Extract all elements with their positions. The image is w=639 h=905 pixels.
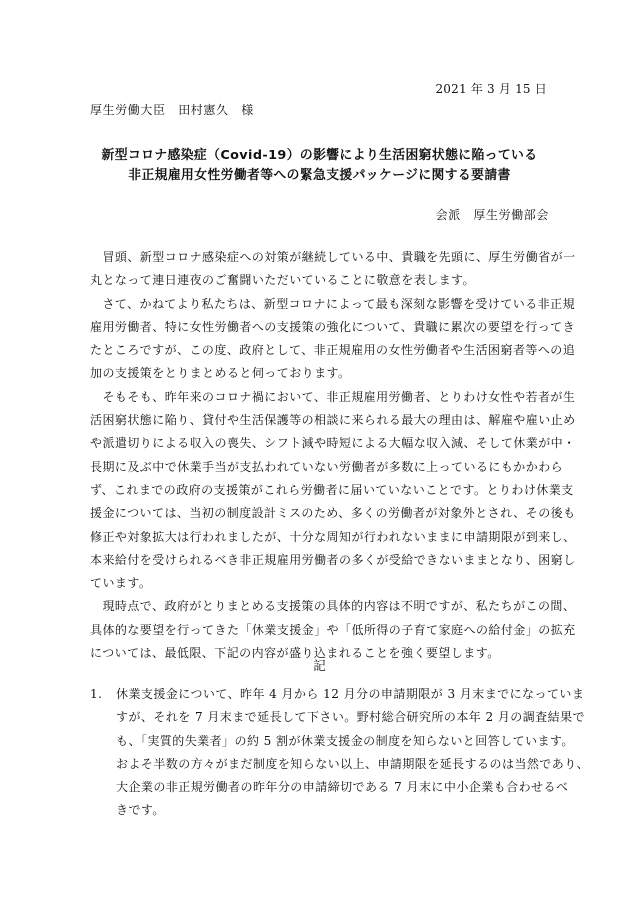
item-line: すが、それを 7 月末まで延長して下さい。野村総合研究所の本年 2 月の調査結果で — [116, 710, 585, 725]
ki-heading: 記 — [313, 658, 326, 673]
body-line: 現時点で、政府がとりまとめる支援策の具体的内容は不明ですが、私たちがこの間、 — [90, 599, 576, 614]
body-line: 雇用労働者、特に女性労働者への支援策の強化について、貴職に累次の要望を行ってき — [90, 319, 576, 334]
document-title — [0, 146, 639, 186]
body-line: 本来給付を受けられるべき非正規雇用労働者の多くが受給できないままとなり、困窮し — [90, 552, 576, 567]
body-line: さて、かねてより私たちは、新型コロナによって最も深刻な影響を受けている非正規 — [90, 296, 576, 311]
body-line: 援金については、当初の制度設計ミスのため、多くの労働者が対象外とされ、その後も — [90, 506, 576, 521]
body-line: たところですが、この度、政府として、非正規雇用の女性労働者や生活困窮者等への追 — [90, 343, 576, 358]
body-line: 加の支援策をとりまとめると伺っております。 — [90, 366, 351, 381]
item-line: 大企業の非正規労働者の昨年分の申請締切である 7 月末に中小企業も合わせるべ — [116, 780, 569, 795]
body-line: 活困窮状態に陥り、貸付や生活保護等の相談に来られる最大の理由は、解雇や雇い止め — [90, 413, 576, 428]
body-line: や派遣切りによる収入の喪失、シフト減や時短による大幅な収入減、そして休業が中・ — [90, 436, 576, 451]
body-line: 修正や対象拡大は行われましたが、十分な周知が行われないままに申請期限が到来し、 — [90, 529, 576, 544]
body-line: 丸となって連日連夜のご奮闘いただいていることに敬意を表します。 — [90, 273, 475, 288]
body-line: ず、これまでの政府の支援策がこれら労働者に届いていないことです。とりわけ休業支 — [90, 482, 574, 497]
addressee: 厚生労働大臣 田村憲久 様 — [90, 103, 254, 117]
body-line: については、最低限、下記の内容が盛り込まれることを強く要望します。 — [90, 646, 500, 661]
request-item — [90, 683, 590, 823]
title-line-2: 非正規雇用女性労働者等への緊急支援パッケージに関する要請書 — [128, 168, 511, 183]
item-text — [116, 683, 590, 823]
document-date: 2021 年 3 月 15 日 — [435, 82, 547, 96]
body-text — [90, 246, 576, 665]
body-line: ています。 — [90, 576, 152, 591]
body-line: 長期に及ぶ中で休業手当が支払われていない労働者が多数に上っているにもかかわら — [90, 459, 564, 474]
item-number: 1. — [90, 687, 103, 701]
item-line: きです。 — [116, 803, 165, 818]
body-line: 冒頭、新型コロナ感染症への対策が継続している中、貴職を先頭に、厚生労働省が一 — [90, 250, 576, 264]
title-line-1: 新型コロナ感染症（Covid-19）の影響により生活困窮状態に陥っている — [101, 148, 538, 163]
sender: 会派 厚生労働部会 — [435, 208, 549, 222]
body-line: そもそも、昨年来のコロナ禍において、非正規雇用労働者、とりわけ女性や若者が生 — [90, 389, 576, 404]
item-line: およそ半数の方々がまだ制度を知らない以上、申請期限を延長するのは当然であり、 — [116, 756, 590, 771]
item-line: も、「実質的失業者」の約 5 割が休業支援金の制度を知らないと回答しています。 — [116, 733, 574, 748]
item-line: 休業支援金について、昨年 4 月から 12 月分の申請期限が 3 月末までになっていま — [116, 687, 585, 701]
request-items — [90, 683, 590, 823]
body-line: 具体的な要望を行ってきた「休業支援金」や「低所得の子育て家庭への給付金」の拡充 — [90, 622, 576, 637]
